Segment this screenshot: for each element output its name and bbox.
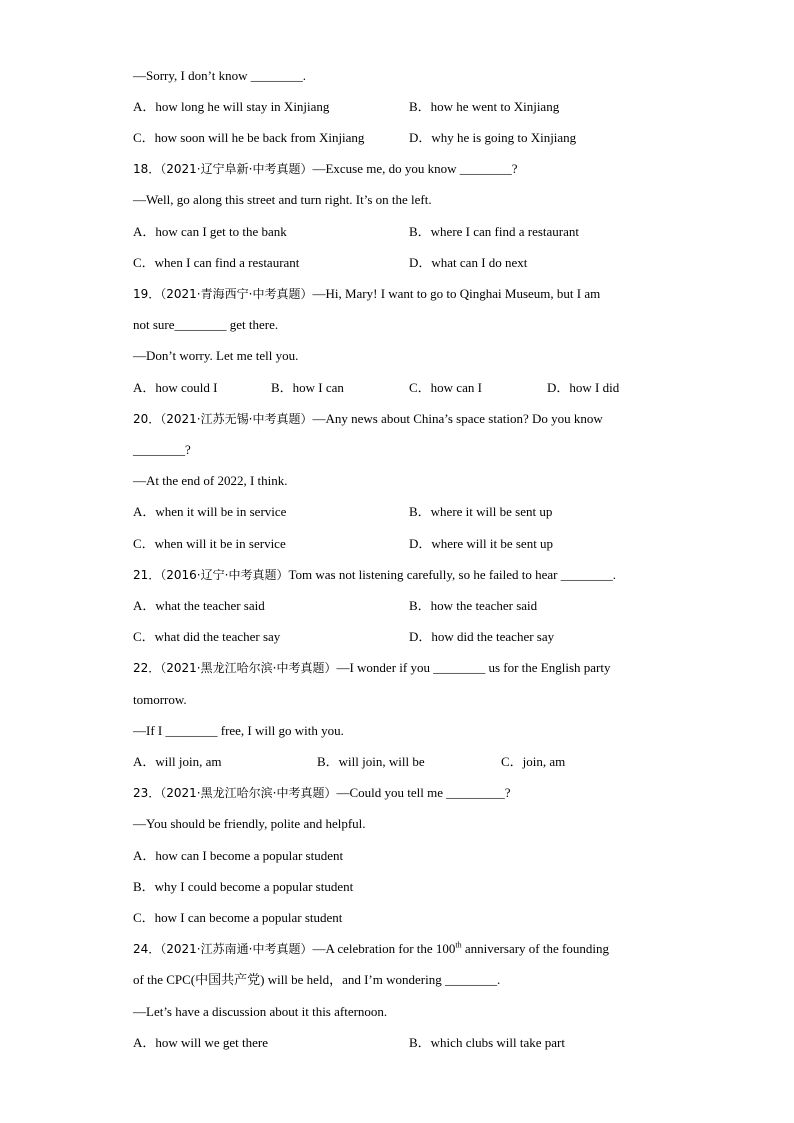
q19-reply: —Don’t worry. Let me tell you. [133,348,299,363]
q24-stem [133,941,609,957]
q21-source: 21．（2016·辽宁·中考真题） [133,568,289,582]
q20-stem [133,411,603,427]
q18-option-d[interactable]: D．what can I do next [409,255,528,270]
q24-option-a[interactable]: A．how will we get there [133,1035,269,1050]
q22-stem [133,660,611,676]
q19-option-b[interactable]: B．how I can [271,380,344,395]
q21-option-d[interactable]: D．how did the teacher say [409,629,555,644]
q20-option-c[interactable]: C．when will it be in service [133,536,286,551]
q24-question-line2: of the CPC(中国共产党) will be held，and I’m wondering ________. [133,972,501,987]
q23-question: —Could you tell me _________? [336,785,511,800]
q21-question: Tom was not listening carefully, so he failed to hear ________. [288,567,616,582]
q21-stem [133,567,616,583]
q21-option-c[interactable]: C．what did the teacher say [133,629,281,644]
q18-option-c[interactable]: C．when I can find a restaurant [133,255,300,270]
q19-option-a[interactable]: A．how could I [133,380,218,395]
q20-question-line1: —Any news about China’s space station? Do you know [312,411,603,426]
q21-option-b[interactable]: B．how the teacher said [409,598,538,613]
q24-superscript: th [455,940,462,950]
q20-option-a[interactable]: A．when it will be in service [133,504,287,519]
q23-option-b[interactable]: B．why I could become a popular student [133,879,354,894]
q20-source: 20．（2021·江苏无锡·中考真题） [133,412,313,426]
q24-question-line1-b: anniversary of the founding [461,941,609,956]
q22-reply: —If I ________ free, I will go with you. [133,723,344,738]
q19-question-line1: —Hi, Mary! I want to go to Qinghai Museum, but I am [312,286,601,301]
q23-option-a[interactable]: A．how can I become a popular student [133,848,344,863]
q19-option-d[interactable]: D．how I did [547,380,620,395]
q21-option-a[interactable]: A．what the teacher said [133,598,265,613]
q23-option-c[interactable]: C．how I can become a popular student [133,910,343,925]
q17-option-d[interactable]: D．why he is going to Xinjiang [409,130,577,145]
q24-question-line1-a: —A celebration for the 100 [312,941,456,956]
q22-source: 22．（2021·黑龙江哈尔滨·中考真题） [133,661,337,675]
q19-question-line2: not sure________ get there. [133,317,279,332]
q19-option-c[interactable]: C．how can I [409,380,482,395]
q20-option-b[interactable]: B．where it will be sent up [409,504,553,519]
q18-source: 18．（2021·辽宁阜新·中考真题） [133,162,313,176]
q24-option-b[interactable]: B．which clubs will take part [409,1035,565,1050]
q18-option-b[interactable]: B．where I can find a restaurant [409,224,580,239]
q22-option-c[interactable]: C．join, am [501,754,566,769]
q22-option-b[interactable]: B．will join, will be [317,754,425,769]
q17-option-a[interactable]: A．how long he will stay in Xinjiang [133,99,330,114]
q17-option-c[interactable]: C．how soon will he be back from Xinjiang [133,130,365,145]
q17-option-b[interactable]: B．how he went to Xinjiang [409,99,560,114]
q18-question: —Excuse me, do you know ________? [312,161,518,176]
q20-question-line2: ________? [133,442,191,457]
q18-stem [133,161,518,177]
q20-option-d[interactable]: D．where will it be sent up [409,536,554,551]
q17-reply: —Sorry, I don’t know ________. [133,68,306,83]
q20-reply: —At the end of 2022, I think. [133,473,288,488]
q22-option-a[interactable]: A．will join, am [133,754,222,769]
q18-reply: —Well, go along this street and turn right. It’s on the left. [133,192,432,207]
q23-reply: —You should be friendly, polite and helpful. [133,816,366,831]
q22-question-line1: —I wonder if you ________ us for the English party [336,660,611,675]
q23-stem [133,785,511,801]
q24-source: 24．（2021·江苏南通·中考真题） [133,942,313,956]
q22-question-line2: tomorrow. [133,692,187,707]
q24-reply: —Let’s have a discussion about it this afternoon. [133,1004,388,1019]
q18-option-a[interactable]: A．how can I get to the bank [133,224,287,239]
q23-source: 23．（2021·黑龙江哈尔滨·中考真题） [133,786,337,800]
q19-stem [133,286,600,302]
q19-source: 19．（2021·青海西宁·中考真题） [133,287,313,301]
